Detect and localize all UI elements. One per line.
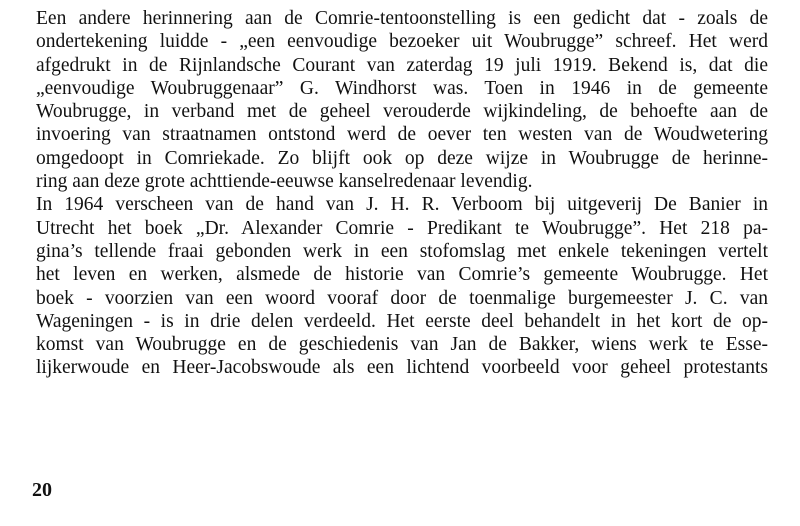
- text-line: Een andere herinnering aan de Comrie-tentoonstelling is een gedicht dat - zoals de: [36, 8, 768, 29]
- text-line: boek - voorzien van een woord vooraf door de toenmalige burgemeester J. C. van: [36, 287, 768, 309]
- text-line: Utrecht het boek „Dr. Alexander Comrie - Predikant te Woubrugge”. Het 218 pa-: [36, 217, 768, 239]
- text-line: invoering van straatnamen ontstond werd de oever ten westen van de Woudwetering: [36, 124, 768, 146]
- text-line: komst van Woubrugge en de geschiedenis van Jan de Bakker, wiens werk te Esse-: [36, 334, 768, 356]
- text-line: In 1964 verscheen van de hand van J. H. R. Verboom bij uitgeverij De Banier in: [36, 194, 768, 216]
- text-line: het leven en werken, alsmede de historie van Comrie’s gemeente Woubrugge. Het: [36, 264, 768, 286]
- text-line: Wageningen - is in drie delen verdeeld. Het eerste deel behandelt in het kort de op-: [36, 310, 768, 332]
- body-text: [36, 7, 768, 380]
- text-line: lijkerwoude en Heer-Jacobswoude als een lichtend voorbeeld voor geheel protestants: [36, 357, 768, 379]
- text-line: gina’s tellende fraai gebonden werk in een stofomslag met enkele tekeningen vertelt: [36, 240, 768, 262]
- page-number: 20: [32, 479, 52, 501]
- text-line: afgedrukt in de Rijnlandsche Courant van zaterdag 19 juli 1919. Bekend is, dat die: [36, 54, 768, 76]
- text-line: omgedoopt in Comriekade. Zo blijft ook op deze wijze in Woubrugge de herinne-: [36, 147, 768, 169]
- text-line: „eenvoudige Woubruggenaar” G. Windhorst was. Toen in 1946 in de gemeente: [36, 77, 768, 99]
- text-line: Woubrugge, in verband met de geheel verouderde wijkindeling, de behoefte aan de: [36, 101, 768, 123]
- text-line: ondertekening luidde - „een eenvoudige bezoeker uit Woubrugge” schreef. Het werd: [36, 31, 768, 53]
- text-line: ring aan deze grote achttiende-eeuwse kanselredenaar levendig.: [36, 171, 533, 193]
